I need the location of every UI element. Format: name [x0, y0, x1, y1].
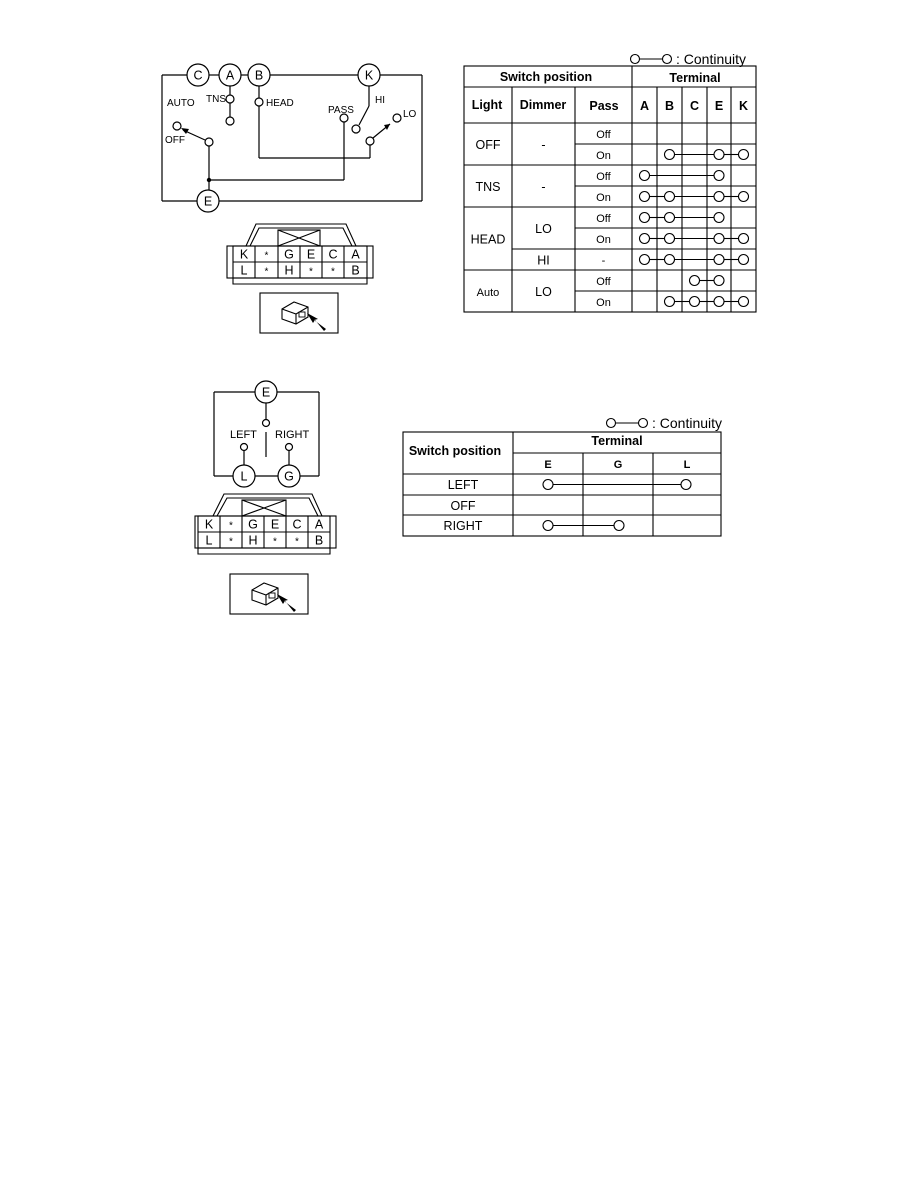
terminal-header: K: [738, 99, 749, 113]
continuity-node: [640, 171, 650, 181]
continuity-node: [665, 297, 675, 307]
continuity-node: [739, 255, 749, 265]
lo-label: LO: [403, 109, 417, 120]
switch-position-cell: LEFT: [447, 478, 479, 492]
continuity-node: [739, 192, 749, 202]
connector-pin-label: E: [306, 247, 316, 262]
terminal-e-label: E: [261, 385, 271, 400]
continuity-node: [640, 255, 650, 265]
connector-pin-label: A: [314, 517, 324, 532]
connector-pin-label: A: [351, 247, 360, 262]
header-pass: Pass: [589, 99, 619, 113]
table-row: [451, 499, 476, 513]
terminal-header: C: [689, 99, 700, 113]
hi-label: HI: [375, 95, 385, 106]
connector-pin-label: *: [264, 250, 269, 262]
header-switch-position: Switch position: [408, 444, 502, 458]
continuity-node: [690, 276, 700, 286]
connector-pin-label: *: [309, 266, 313, 278]
connector-pin-label: G: [284, 247, 294, 262]
table-row: [596, 276, 724, 289]
connector-pin-label: B: [314, 533, 324, 548]
continuity-node: [714, 150, 724, 160]
table-row: [596, 129, 611, 141]
table-row: [596, 171, 724, 184]
connector-pin-label: K: [239, 247, 249, 262]
pass-cell: -: [601, 255, 606, 267]
connector-pin-label: *: [264, 266, 269, 278]
connector-pin-label: G: [248, 517, 258, 532]
pass-cell: Off: [596, 276, 611, 288]
continuity-node: [665, 192, 675, 202]
continuity-node: [739, 150, 749, 160]
header-terminal: Terminal: [591, 434, 643, 448]
connector-pin-label: *: [273, 536, 277, 548]
connector-pin-label: *: [331, 266, 335, 278]
terminal-header: L: [683, 459, 691, 471]
continuity-node: [665, 255, 675, 265]
dimmer-cell: LO: [535, 285, 552, 299]
switch-position-cell: OFF: [450, 499, 476, 513]
terminal-header: E: [544, 459, 552, 471]
right-label: RIGHT: [275, 429, 310, 441]
connector-pin-label: *: [229, 520, 233, 532]
terminal-l-label: L: [240, 469, 248, 484]
header-light: Light: [471, 98, 503, 112]
table-row: [596, 297, 748, 310]
terminal-header: E: [714, 99, 724, 113]
terminal-header: G: [613, 459, 623, 471]
terminal-header: A: [639, 99, 650, 113]
light-cell: TNS: [475, 180, 501, 194]
continuity-node: [614, 521, 624, 531]
continuity-node: [714, 276, 724, 286]
light-cell: OFF: [475, 138, 501, 152]
terminal-a-label: A: [225, 68, 235, 83]
terminal-c-label: C: [193, 68, 203, 83]
terminal-e-label: E: [203, 194, 213, 209]
terminal-header: B: [664, 99, 675, 113]
connector-view-icon: [230, 574, 308, 614]
continuity-node: [739, 234, 749, 244]
table-row: [596, 192, 748, 205]
continuity-node: [543, 480, 553, 490]
continuity-node: [665, 213, 675, 223]
connector-pin-label: L: [240, 263, 248, 278]
auto-label: AUTO: [167, 98, 195, 109]
continuity-node: [739, 297, 749, 307]
terminal-g-label: G: [284, 469, 294, 484]
pass-cell: Off: [596, 129, 611, 141]
terminal-b-label: B: [254, 68, 264, 83]
off-label: OFF: [165, 135, 185, 146]
continuity-node: [665, 150, 675, 160]
pass-label: PASS: [328, 105, 354, 116]
continuity-legend: [607, 415, 723, 431]
continuity-node: [690, 297, 700, 307]
head-label: HEAD: [266, 98, 294, 109]
dimmer-cell: -: [541, 138, 546, 152]
connector-pin-label: C: [292, 517, 302, 532]
continuity-node: [714, 213, 724, 223]
connector-pin-label: L: [205, 533, 213, 548]
light-cell: Auto: [476, 287, 500, 299]
continuity-node: [714, 192, 724, 202]
table-row: [444, 519, 624, 533]
tns-label: TNS: [206, 94, 226, 105]
continuity-node: [640, 213, 650, 223]
connector-pin-label: B: [351, 263, 360, 278]
switch-position-cell: RIGHT: [443, 519, 483, 533]
continuity-node: [714, 234, 724, 244]
legend-label: : Continuity: [676, 51, 747, 67]
continuity-node: [714, 297, 724, 307]
pass-cell: On: [596, 150, 611, 162]
dimmer-cell: -: [541, 180, 546, 194]
connector-pin-label: *: [229, 536, 233, 548]
pass-cell: Off: [596, 213, 611, 225]
legend-label: : Continuity: [652, 415, 723, 431]
connector-pin-label: K: [204, 517, 214, 532]
terminal-k-label: K: [364, 68, 374, 83]
light-cell: HEAD: [470, 232, 506, 247]
table-row: [596, 150, 748, 163]
dimmer-cell: LO: [535, 222, 552, 236]
continuity-node: [543, 521, 553, 531]
table-row: [602, 255, 749, 268]
continuity-legend: [631, 51, 747, 67]
pass-cell: On: [596, 192, 611, 204]
pass-cell: On: [596, 234, 611, 246]
continuity-node: [714, 255, 724, 265]
header-switch-position: Switch position: [499, 70, 593, 84]
pass-cell: Off: [596, 171, 611, 183]
connector-pin-label: H: [284, 263, 294, 278]
header-terminal: Terminal: [669, 71, 721, 85]
header-dimmer: Dimmer: [519, 98, 567, 112]
continuity-node: [640, 192, 650, 202]
turn-signal-continuity-table: [0, 370, 918, 570]
headlamp-continuity-table: [0, 0, 918, 360]
left-label: LEFT: [230, 429, 257, 441]
connector-pin-label: C: [328, 247, 338, 262]
connector-pin-label: *: [295, 536, 299, 548]
continuity-node: [681, 480, 691, 490]
connector-pin-label: H: [248, 533, 258, 548]
dimmer-cell: HI: [537, 253, 550, 268]
continuity-node: [640, 234, 650, 244]
pass-cell: On: [596, 297, 611, 309]
table-row: [596, 213, 724, 226]
connector-pin-label: E: [270, 517, 280, 532]
continuity-node: [665, 234, 675, 244]
table-row: [596, 234, 748, 247]
continuity-node: [714, 171, 724, 181]
table-row: [448, 478, 691, 492]
